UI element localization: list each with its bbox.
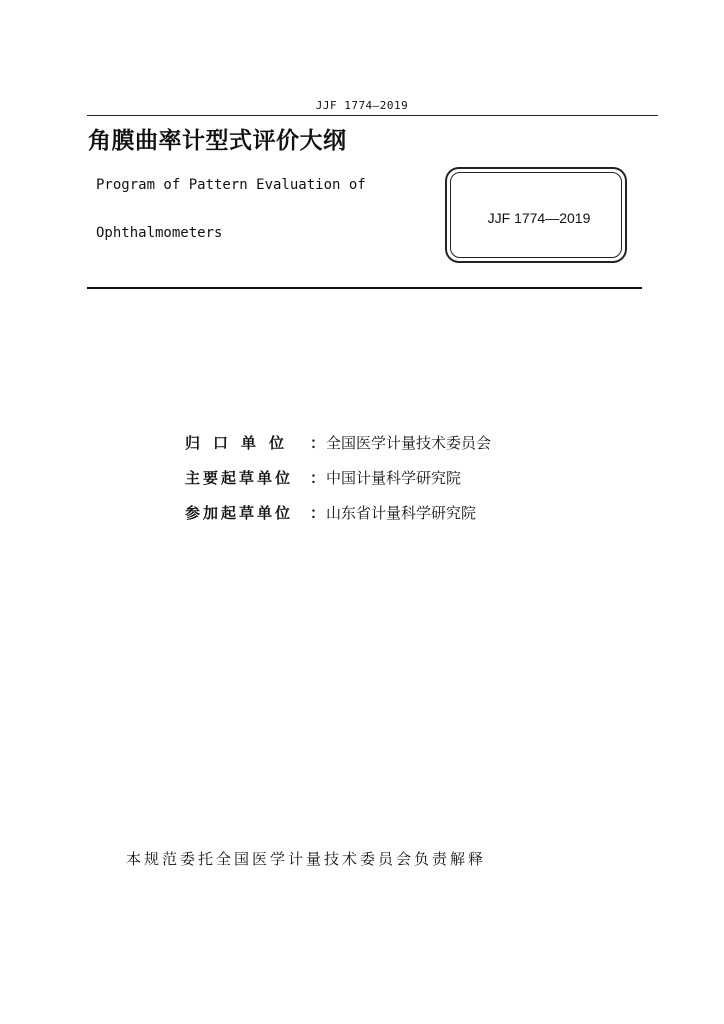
standard-code-box (445, 167, 627, 263)
info-value: 中国计量科学研究院 (326, 469, 462, 487)
document-title-english-line1: Program of Pattern Evaluation of (96, 177, 366, 193)
standard-code: JJF 1774—2019 (487, 210, 591, 226)
info-label: 参加起草单位 (185, 504, 294, 522)
info-colon: ： (310, 434, 326, 452)
info-colon: ： (310, 504, 326, 522)
info-label: 归口单位 (185, 434, 298, 452)
running-header-code: JJF 1774—2019 (315, 99, 409, 112)
document-title-english-line2: Ophthalmometers (96, 225, 223, 241)
document-title-chinese: 角膜曲率计型式评价大纲 (88, 128, 347, 154)
info-colon: ： (310, 469, 326, 487)
info-value: 全国医学计量技术委员会 (326, 434, 492, 452)
header-rule (87, 115, 658, 116)
info-value: 山东省计量科学研究院 (326, 504, 477, 522)
title-separator-rule (87, 287, 642, 289)
info-label: 主要起草单位 (185, 469, 294, 487)
interpretation-note: 本规范委托全国医学计量技术委员会负责解释 (126, 850, 487, 868)
